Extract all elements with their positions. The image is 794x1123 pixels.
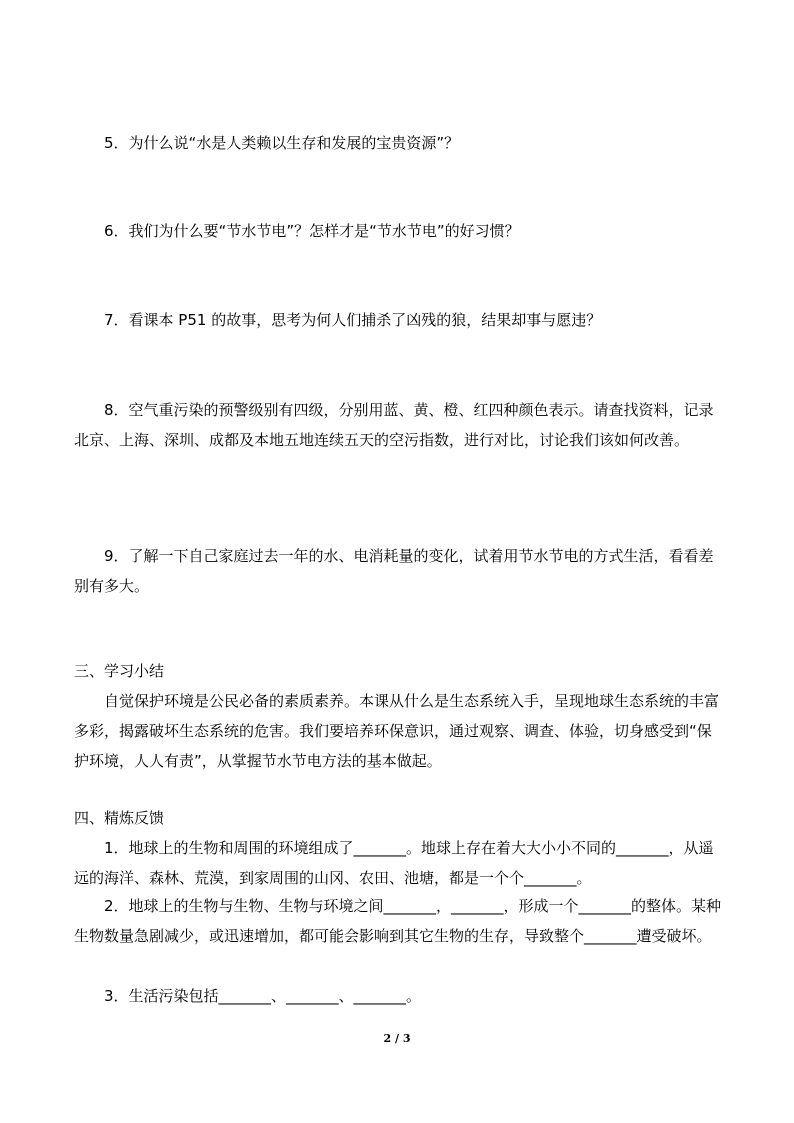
summary-text: 自觉保护环境是公民必备的素质素养。本课从什么是生态系统入手，呈现地球生态系统的丰富多彩，揭露破坏生态系统的危害。我们要培养环保意识，通过观察、调查、体验，切身感受到“保护环境，人人有责”，从掌握节水节电方法的基本做起。	[74, 692, 720, 770]
feedback-item-1: 1．地球上的生物和周围的环境组成了_______。地球上存在着大大小小不同的_______，从遥远的海洋、森林、荒漠，到家周围的山冈、农田、池塘，都是一个个_______。	[74, 839, 714, 887]
summary-heading: 三、学习小结	[74, 662, 165, 680]
feedback-item-2: 2．地球上的生物与生物、生物与环境之间_______，_______，形成一个_______的整体。某种生物数量急剧减少，或迅速增加，都可能会影响到其它生物的生存，导致整个_______遭受破坏。	[74, 897, 722, 945]
page-number: 2 / 3	[383, 1032, 411, 1045]
question-6: 6．我们为什么要“节水节电”？怎样才是“节水节电”的好习惯？	[104, 222, 520, 240]
question-8: 8．空气重污染的预警级别有四级，分别用蓝、黄、橙、红四种颜色表示。请查找资料，记录北京、上海、深圳、成都及本地五地连续五天的空污指数，进行对比，讨论我们该如何改善。	[74, 401, 714, 449]
question-5: 5．为什么说“水是人类赖以生存和发展的宝贵资源”？	[104, 134, 460, 152]
feedback-item-3: 3．生活污染包括_______、_______、_______。	[104, 987, 422, 1005]
question-9: 9．了解一下自己家庭过去一年的水、电消耗量的变化，试着用节水节电的方式生活，看看差别有多大。	[74, 547, 714, 595]
question-7: 7．看课本 P51 的故事，思考为何人们捕杀了凶残的狼，结果却事与愿违？	[104, 311, 602, 329]
feedback-heading: 四、精炼反馈	[74, 809, 165, 827]
